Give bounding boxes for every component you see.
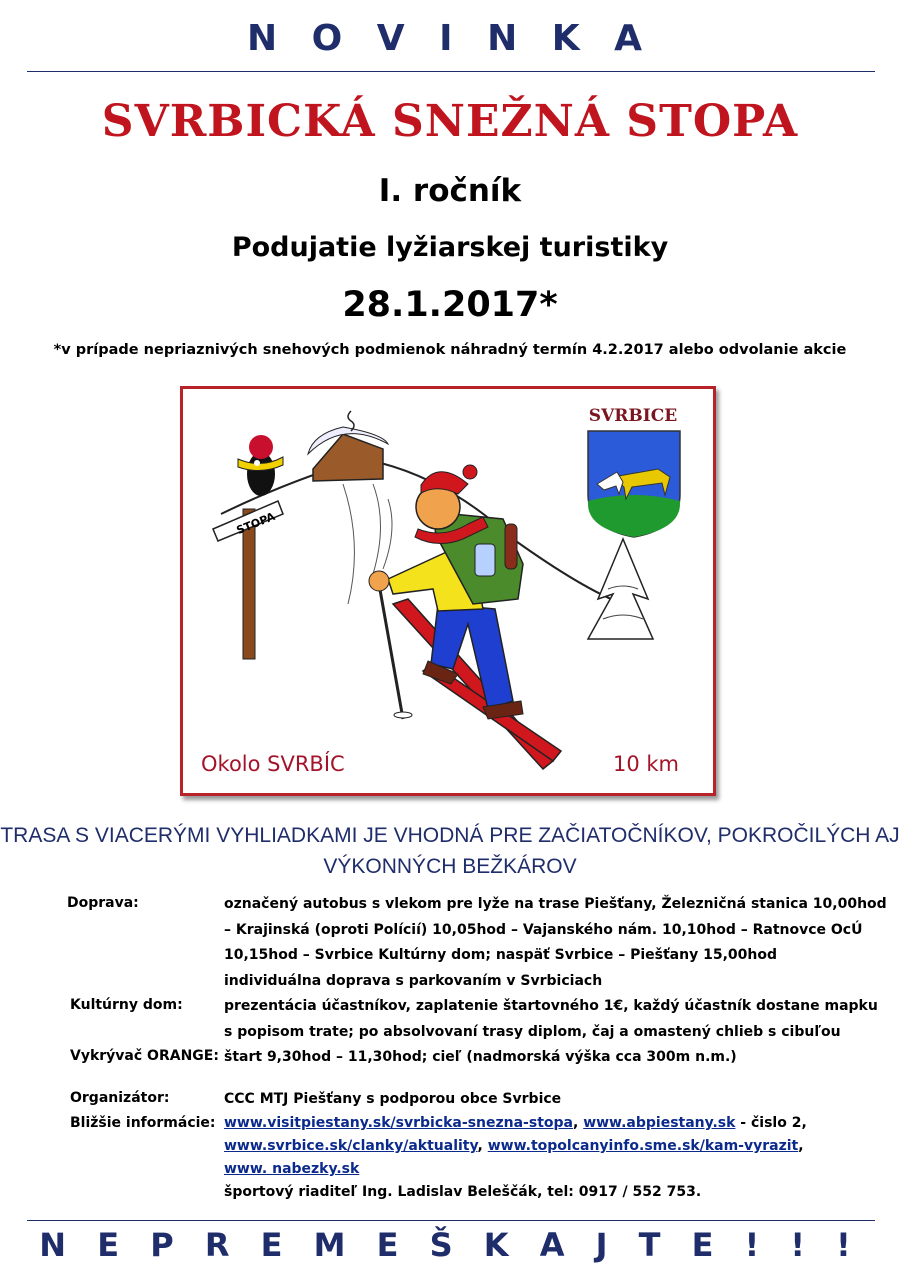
caption-right: 10 km xyxy=(613,752,680,776)
crest-village-name: SVRBICE xyxy=(588,406,678,426)
organizer-label: Organizátor: xyxy=(70,1090,170,1106)
skier-icon xyxy=(369,465,523,719)
link-topolcanyinfo[interactable]: www.topolcanyinfo.sme.sk/kam-vyrazit xyxy=(487,1138,799,1154)
link-svrbice[interactable]: www.svrbice.sk/clanky/aktuality xyxy=(224,1138,478,1154)
kulturny-dom-line: s popisom trate; po absolvovaní trasy diplom, čaj a omastený chlieb s cibuľou xyxy=(224,1023,841,1040)
links-line-1 xyxy=(224,1112,864,1135)
event-date: 28.1.2017* xyxy=(342,285,558,325)
route-line-1: TRASA S VIACERÝMI VYHLIADKAMI JE VHODNÁ PRE ZAČIATOČNÍKOV, POKROČILÝCH AJ xyxy=(0,824,900,847)
skier-illustration xyxy=(180,386,716,796)
illustration-drawing xyxy=(183,389,713,793)
link-suffix: , xyxy=(798,1138,804,1154)
doprava-line: individuálna doprava s parkovaním v Svrbiciach xyxy=(224,972,603,989)
bottom-divider xyxy=(27,1220,875,1221)
contact-line: športový riaditeľ Ing. Ladislav Beleščák, tel: 0917 / 552 753. xyxy=(224,1184,702,1200)
link-visitpiestany[interactable]: www.visitpiestany.sk/svrbicka-snezna-stopa xyxy=(224,1115,573,1131)
footer-slogan: N E P R E M E Š K A J T E ! ! ! xyxy=(39,1226,861,1264)
vykryvac-text: štart 9,30hod – 11,30hod; cieľ (nadmorská výška cca 300m n.m.) xyxy=(224,1049,737,1065)
event-subtitle: Podujatie lyžiarskej turistiky xyxy=(231,232,669,263)
route-description xyxy=(0,820,900,882)
link-abpiestany[interactable]: www.abpiestany.sk xyxy=(583,1115,736,1131)
kulturny-dom-text xyxy=(224,994,878,1045)
more-info-text xyxy=(224,1112,864,1204)
kulturny-dom-label: Kultúrny dom: xyxy=(70,997,183,1013)
doprava-line: – Krajinská (oproti Polícií) 10,05hod – Vajanského nám. 10,10hod – Ratnovce OcÚ xyxy=(224,921,863,938)
snowy-tree-icon xyxy=(588,539,653,639)
signpost-icon xyxy=(213,435,283,659)
organizer-text: CCC MTJ Piešťany s podporou obce Svrbice xyxy=(224,1091,562,1107)
event-title: SVRBICKÁ SNEŽNÁ STOPA xyxy=(101,96,799,147)
caption-left: Okolo SVRBÍC xyxy=(201,752,345,776)
separator: , xyxy=(572,1115,584,1131)
edition-label: I. ročník xyxy=(378,173,522,209)
house-icon xyxy=(308,411,388,481)
sign-label: STOPA xyxy=(234,509,277,538)
top-divider xyxy=(27,71,875,72)
doprava-text xyxy=(224,892,887,994)
vykryvac-label: Vykrývač ORANGE: xyxy=(70,1048,219,1064)
doprava-label: Doprava: xyxy=(67,895,139,911)
links-line-3 xyxy=(224,1158,864,1181)
link-suffix: - čislo 2, xyxy=(735,1115,807,1131)
route-line-2: VÝKONNÝCH BEŽKÁROV xyxy=(323,855,577,878)
links-line-2 xyxy=(224,1135,864,1158)
kicker-heading: N O V I N K A xyxy=(246,18,654,59)
separator: , xyxy=(477,1138,488,1154)
doprava-line: 10,15hod – Svrbice Kultúrny dom; naspäť Svrbice – Piešťany 15,00hod xyxy=(224,947,777,963)
date-note: *v prípade nepriaznivých snehových podmienok náhradný termín 4.2.2017 alebo odvolanie akcie xyxy=(53,342,847,358)
more-info-label: Bližšie informácie: xyxy=(70,1115,216,1131)
link-nabezky[interactable]: www. nabezky.sk xyxy=(224,1161,360,1177)
svrbice-crest-icon xyxy=(588,406,680,537)
kulturny-dom-line: prezentácia účastníkov, zaplatenie štartovného 1€, každý účastník dostane mapku xyxy=(224,998,878,1014)
pole-basket xyxy=(394,712,412,718)
doprava-line: označený autobus s vlekom pre lyže na trase Piešťany, Železničná stanica 10,00hod xyxy=(224,896,887,912)
